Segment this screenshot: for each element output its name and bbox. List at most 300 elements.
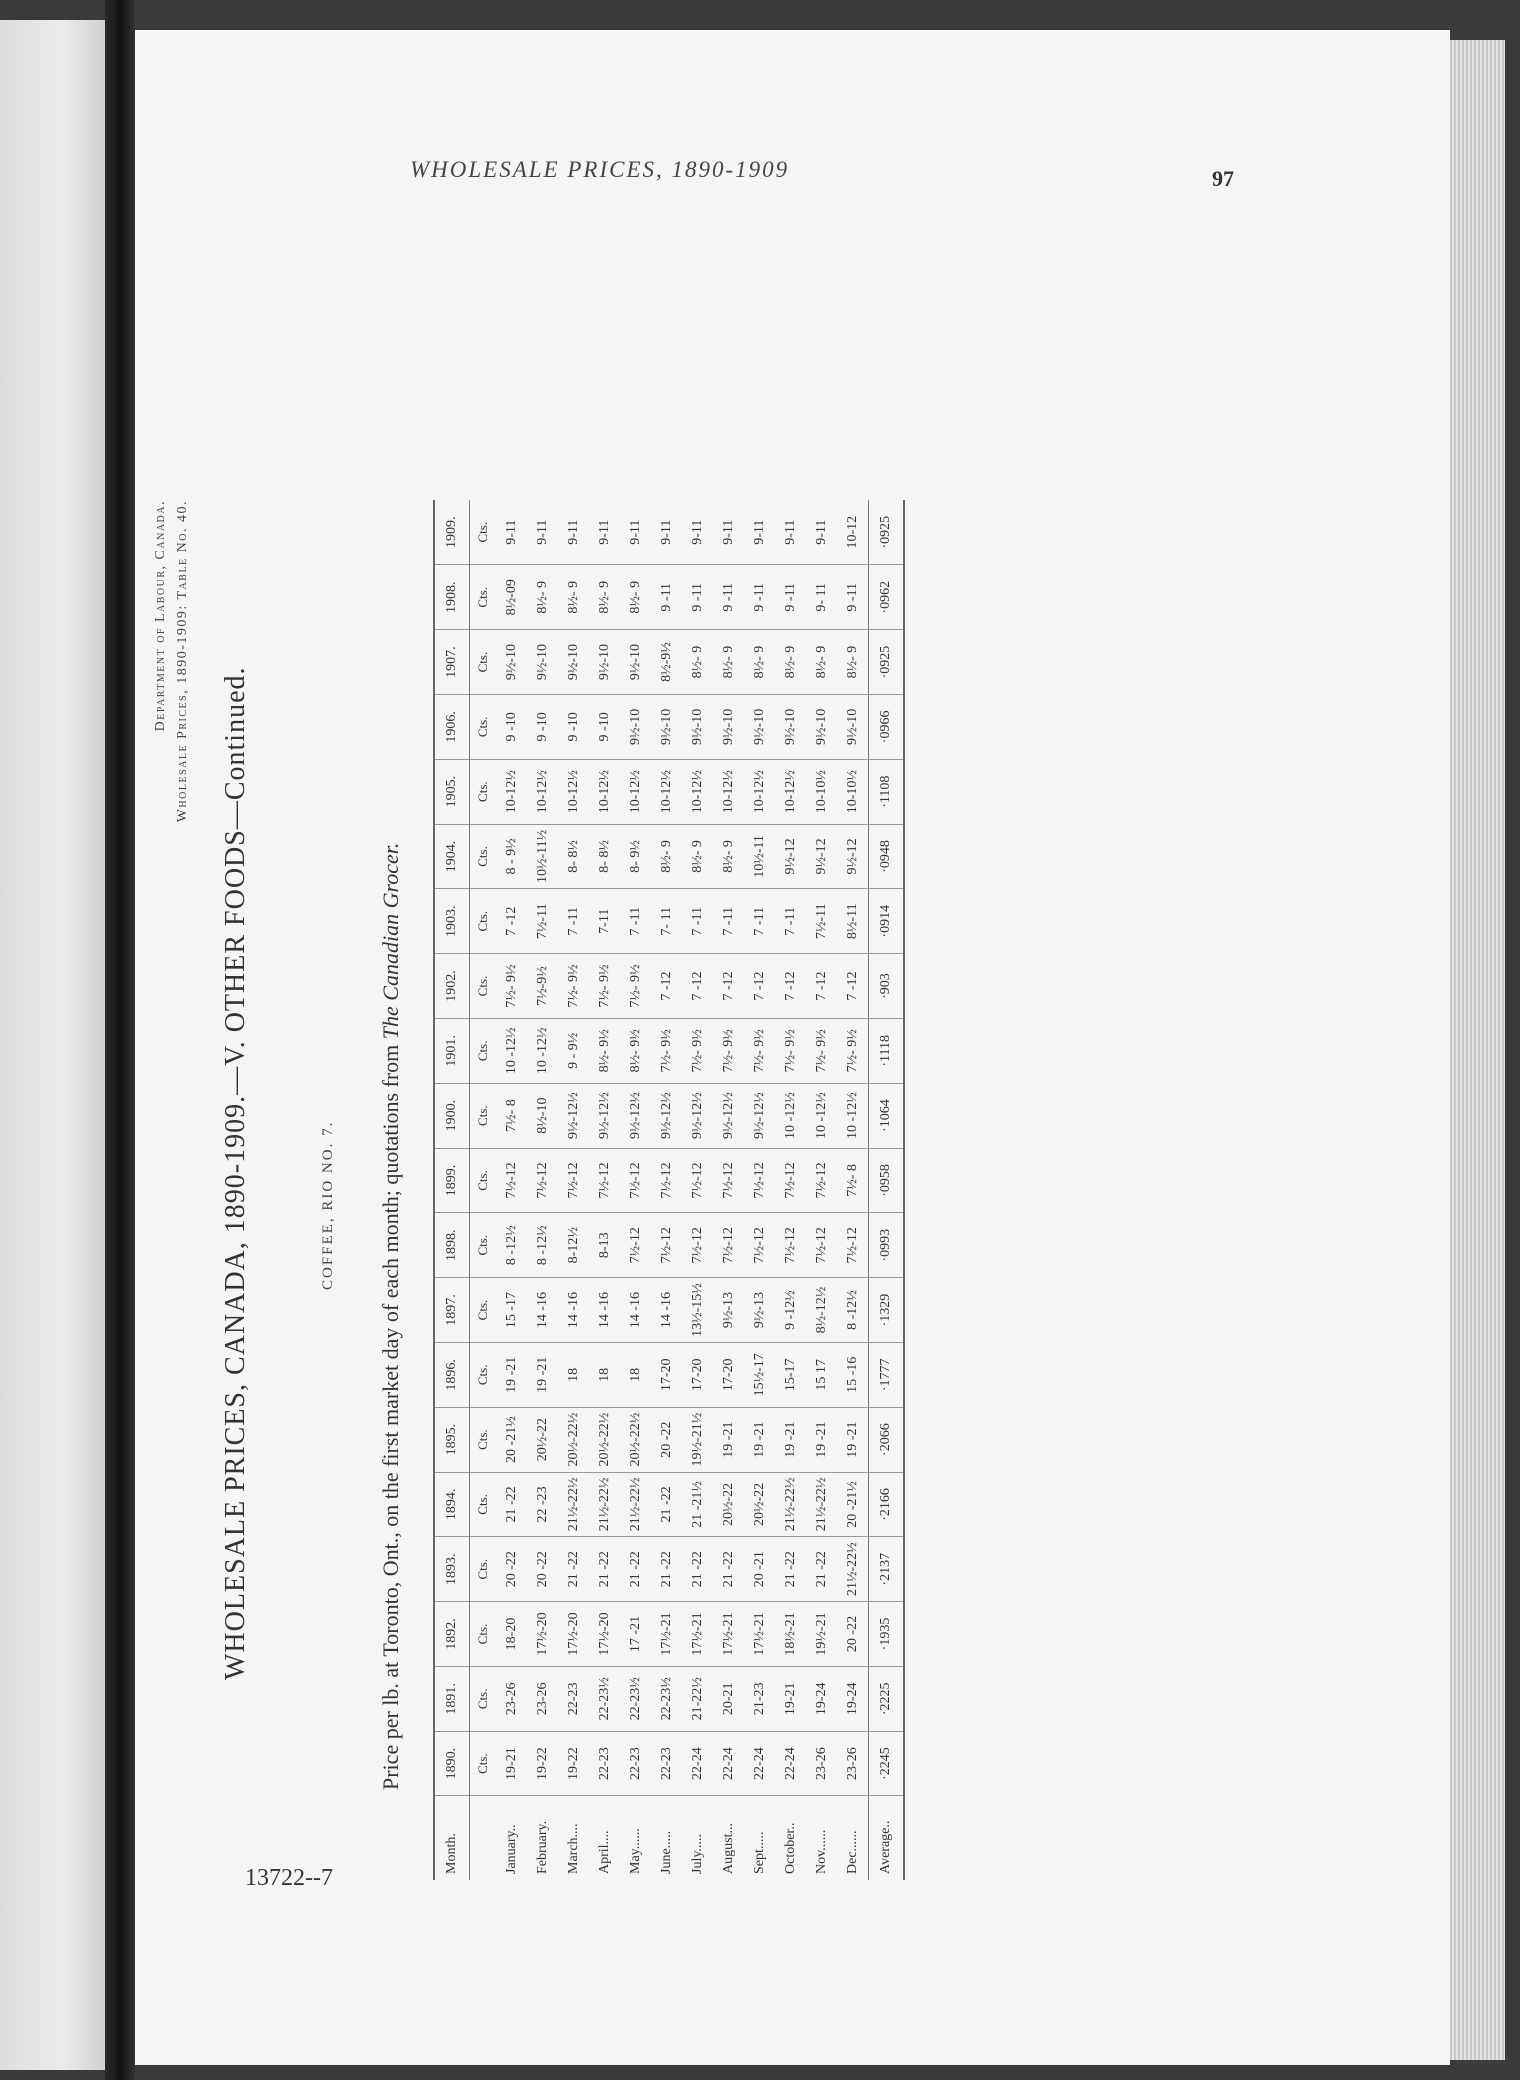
left-page [0,20,105,2070]
year-column-header: 1906. [434,694,470,759]
unit-label: Cts. [470,1213,497,1278]
table-row [651,500,682,1880]
price-cell: 7½-12 [527,1148,558,1213]
price-cell: 20½-22 [713,1472,744,1537]
price-cell: 7½- 9½ [558,954,589,1019]
price-cell: 21 -22 [651,1472,682,1537]
price-cell: 7½-12 [837,1213,869,1278]
price-cell: 8- 8½ [589,824,620,889]
price-cell: 9 -10 [527,694,558,759]
price-cell: 22-23½ [620,1666,651,1731]
price-cell: 17 -21 [620,1602,651,1667]
price-cell: 18½-21 [775,1602,806,1667]
price-cell: 9-11 [651,500,682,565]
price-cell: 9-11 [620,500,651,565]
price-cell: 8 -12½ [837,1278,869,1343]
price-cell: 17½-21 [651,1602,682,1667]
average-cell: ·1329 [869,1278,905,1343]
year-column-header: 1896. [434,1342,470,1407]
price-cell: 15 -16 [837,1342,869,1407]
average-cell: ·2066 [869,1407,905,1472]
unit-label: Cts. [470,630,497,695]
price-note [378,843,404,1790]
price-cell: 22-23 [620,1731,651,1796]
price-cell: 9 - 9½ [558,1018,589,1083]
price-cell: 7½-12 [682,1148,713,1213]
price-cell: 8½- 9 [682,630,713,695]
price-cell: 8- 8½ [558,824,589,889]
price-cell: 9½-10 [620,630,651,695]
price-cell: 10-10½ [806,759,837,824]
year-column-header: 1895. [434,1407,470,1472]
price-cell: 21½-22½ [620,1472,651,1537]
price-cell: 8½- 9 [806,630,837,695]
month-label: February. [534,1820,550,1874]
price-cell: 18 [589,1342,620,1407]
unit-spacer [470,1796,497,1880]
price-cell: 7 -12 [806,954,837,1019]
price-cell: 9½-12½ [620,1083,651,1148]
average-cell: ·1118 [869,1018,905,1083]
price-cell: 7½-12 [620,1148,651,1213]
price-cell: 7½-12 [651,1148,682,1213]
price-cell: 8½- 9 [558,565,589,630]
price-cell: 7 -12 [496,889,527,954]
price-cell: 20 -22 [651,1407,682,1472]
department-line-1: Department of Labour, Canada. [153,500,168,732]
table-row [620,500,651,1880]
price-cell: 7½-11 [806,889,837,954]
average-label: Average.. [869,1796,905,1880]
price-cell: 7½- 9½ [806,1018,837,1083]
price-cell: 23-26 [527,1666,558,1731]
year-column-header: 1899. [434,1148,470,1213]
price-cell: 10 -12½ [837,1083,869,1148]
price-cell: 21½-22½ [589,1472,620,1537]
price-cell: 10½-11 [744,824,775,889]
unit-label: Cts. [470,1666,497,1731]
price-cell: 15½-17 [744,1342,775,1407]
price-cell: 10-12½ [651,759,682,824]
price-cell: 9½-10 [682,694,713,759]
price-cell: 21-22½ [682,1666,713,1731]
price-cell: 8 -12½ [527,1213,558,1278]
price-cell: 9½-10 [496,630,527,695]
year-column-header: 1898. [434,1213,470,1278]
price-table-body [434,500,904,1880]
price-note-source: The Canadian Grocer. [378,842,403,1040]
table-row [682,500,713,1880]
price-cell: 9-11 [589,500,620,565]
price-cell: 22-24 [775,1731,806,1796]
price-cell: 10 -12½ [806,1083,837,1148]
price-cell: 9½-10 [620,694,651,759]
price-cell: 21 -22 [558,1537,589,1602]
price-cell: 9½-10 [558,630,589,695]
price-cell: 19½-21 [806,1602,837,1667]
price-cell: 8 -12½ [496,1213,527,1278]
year-column-header: 1904. [434,824,470,889]
price-cell: 10½-11½ [527,824,558,889]
table-title: WHOLESALE PRICES, CANADA, 1890-1909.—V. OTHER FOODS—Continued. [220,666,251,1680]
page-number: 97 [1212,166,1234,191]
price-cell: 9 -11 [713,565,744,630]
price-cell: 23-26 [837,1731,869,1796]
price-cell: 7 -12 [651,954,682,1019]
unit-label: Cts. [470,1731,497,1796]
year-column-header: 1909. [434,500,470,565]
price-cell: 20 -21½ [837,1472,869,1537]
price-cell: 14 -16 [589,1278,620,1343]
average-cell: ·0948 [869,824,905,889]
price-cell: 19-22 [527,1731,558,1796]
unit-label: Cts. [470,759,497,824]
price-cell: 9 -12½ [775,1278,806,1343]
price-cell: 22-23 [651,1731,682,1796]
price-cell: 21 -22 [589,1537,620,1602]
price-cell: 9½-12½ [713,1083,744,1148]
average-cell: ·2166 [869,1472,905,1537]
unit-label: Cts. [470,1148,497,1213]
average-cell: ·0925 [869,630,905,695]
price-cell: 7 -11 [744,889,775,954]
year-column-header: 1892. [434,1602,470,1667]
price-cell: 17½-21 [744,1602,775,1667]
price-cell: 9½-12½ [651,1083,682,1148]
price-note-text: Price per lb. at Toronto, Ont., on the first market day of each month; quotations from [378,1044,403,1790]
average-cell: ·0925 [869,500,905,565]
price-cell: 19-21 [775,1666,806,1731]
price-cell: 10-12½ [589,759,620,824]
price-cell: 7½-11 [527,889,558,954]
price-cell: 9½-12½ [589,1083,620,1148]
table-row [558,500,589,1880]
price-cell: 21 -22 [651,1537,682,1602]
average-cell: ·0966 [869,694,905,759]
table-row [496,500,527,1880]
price-cell: 9 -11 [775,565,806,630]
price-cell: 8-13 [589,1213,620,1278]
price-cell: 8½-11 [837,889,869,954]
price-cell: 22-23½ [589,1666,620,1731]
header-row [434,500,470,1880]
price-cell: 7- 11 [651,889,682,954]
price-cell: 10 -12½ [527,1018,558,1083]
year-column-header: 1893. [434,1537,470,1602]
average-cell: ·0914 [869,889,905,954]
price-cell: 8½-09 [496,565,527,630]
department-line-2: Wholesale Prices, 1890-1909: Table No. 40. [175,500,190,823]
price-cell: 21½-22½ [558,1472,589,1537]
price-cell: 9½-10 [806,694,837,759]
price-cell: 19-22 [558,1731,589,1796]
page-edges [1450,40,1505,2060]
price-cell: 21½-22½ [806,1472,837,1537]
price-cell: 8½- 9 [527,565,558,630]
average-row [869,500,905,1880]
price-cell: 9½-10 [589,630,620,695]
price-cell: 20 -21½ [496,1407,527,1472]
price-cell: 7½-9½ [527,954,558,1019]
price-cell: 21 -22 [806,1537,837,1602]
price-cell: 7½- 9½ [682,1018,713,1083]
average-cell: ·0958 [869,1148,905,1213]
price-cell: 7½-12 [713,1213,744,1278]
price-cell: 18-20 [496,1602,527,1667]
price-cell: 15 17 [806,1342,837,1407]
year-column-header: 1908. [434,565,470,630]
price-cell: 8½- 9 [651,824,682,889]
price-cell: 8½-10 [527,1083,558,1148]
price-cell: 19 -21 [806,1407,837,1472]
price-cell: 23-26 [806,1731,837,1796]
price-cell: 7½- 9½ [620,954,651,1019]
table-row [527,500,558,1880]
price-cell: 7½- 8 [837,1148,869,1213]
price-cell: 17½-21 [713,1602,744,1667]
average-cell: ·903 [869,954,905,1019]
month-column-header: Month. [434,1796,470,1880]
year-column-header: 1902. [434,954,470,1019]
price-cell: 9 -10 [496,694,527,759]
price-cell: 10-12½ [558,759,589,824]
price-cell: 9 -11 [837,565,869,630]
table-row [806,500,837,1880]
price-cell: 19-24 [837,1666,869,1731]
table-row [775,500,806,1880]
price-cell: 19 -21 [496,1342,527,1407]
unit-label: Cts. [470,1083,497,1148]
price-cell: 7 -12 [837,954,869,1019]
department-header [150,500,194,1260]
price-cell: 9 -11 [744,565,775,630]
table-subtitle: COFFEE, RIO NO. 7. [320,1120,336,1290]
table-row [589,500,620,1880]
unit-row [470,500,497,1880]
price-cell: 17½-20 [527,1602,558,1667]
price-cell: 7½-12 [589,1148,620,1213]
price-cell: 20½-22½ [558,1407,589,1472]
price-cell: 20½-22 [527,1407,558,1472]
month-label: April.... [596,1830,612,1874]
price-cell: 22-24 [682,1731,713,1796]
price-cell: 20 -21 [744,1537,775,1602]
price-cell: 9-11 [558,500,589,565]
price-cell: 7½-12 [775,1148,806,1213]
month-label: Sept..... [751,1831,767,1874]
price-cell: 22-23½ [651,1666,682,1731]
price-cell: 8½-9½ [651,630,682,695]
price-cell: 17½-20 [558,1602,589,1667]
price-cell: 9½-10 [713,694,744,759]
price-cell: 7½-12 [806,1213,837,1278]
price-cell: 7½- 9½ [713,1018,744,1083]
month-label: July..... [689,1834,705,1874]
unit-label: Cts. [470,889,497,954]
average-cell: ·2137 [869,1537,905,1602]
price-cell: 19 -21 [713,1407,744,1472]
book-gutter [105,0,135,2080]
year-column-header: 1897. [434,1278,470,1343]
year-column-header: 1900. [434,1083,470,1148]
unit-label: Cts. [470,694,497,759]
price-cell: 9½-12 [837,824,869,889]
price-cell: 20½-22 [744,1472,775,1537]
month-label: Dec...... [844,1830,860,1874]
unit-label: Cts. [470,1278,497,1343]
price-cell: 9½-12½ [558,1083,589,1148]
price-table [433,500,905,1880]
price-cell: 8½- 9 [620,565,651,630]
price-cell: 7½-12 [806,1148,837,1213]
price-cell: 9 -11 [651,565,682,630]
price-cell: 7½-12 [620,1213,651,1278]
year-column-header: 1891. [434,1666,470,1731]
price-cell: 7½-12 [496,1148,527,1213]
price-cell: 8½- 9 [837,630,869,695]
month-label: October.. [782,1822,798,1874]
price-cell: 21-23 [744,1666,775,1731]
price-cell: 10-12½ [744,759,775,824]
price-cell: 7 -12 [713,954,744,1019]
unit-label: Cts. [470,824,497,889]
price-cell: 7½- 9½ [589,954,620,1019]
price-cell: 19 -21 [527,1342,558,1407]
price-cell: 19½-21½ [682,1407,713,1472]
price-cell: 13½-15½ [682,1278,713,1343]
month-label: March.... [565,1823,581,1874]
unit-label: Cts. [470,954,497,1019]
price-cell: 8 - 9½ [496,824,527,889]
price-cell: 9½-12 [806,824,837,889]
unit-label: Cts. [470,1407,497,1472]
price-cell: 7½-12 [744,1213,775,1278]
unit-label: Cts. [470,1602,497,1667]
price-cell: 10 -12½ [775,1083,806,1148]
price-cell: 9-11 [527,500,558,565]
price-cell: 9½-10 [744,694,775,759]
average-cell: ·1777 [869,1342,905,1407]
price-cell: 9-11 [713,500,744,565]
price-cell: 20-21 [713,1666,744,1731]
price-cell: 9½-10 [837,694,869,759]
price-cell: 7½-12 [775,1213,806,1278]
price-cell: 21½-22½ [775,1472,806,1537]
month-label: Nov...... [813,1829,829,1874]
price-cell: 7-11 [589,889,620,954]
month-label: May...... [627,1828,643,1874]
price-cell: 14 -16 [527,1278,558,1343]
price-cell: 7 -11 [682,889,713,954]
price-cell: 9- 11 [806,565,837,630]
running-head: WHOLESALE PRICES, 1890-1909 [410,157,790,182]
price-cell: 20½-22½ [620,1407,651,1472]
average-cell: ·1064 [869,1083,905,1148]
month-label: August... [720,1823,736,1874]
price-cell: 10-12½ [527,759,558,824]
price-cell: 10-12½ [713,759,744,824]
price-cell: 9½-10 [775,694,806,759]
price-cell: 7½- 9½ [775,1018,806,1083]
price-cell: 8½- 9½ [589,1018,620,1083]
unit-label: Cts. [470,500,497,565]
rotated-table-block [150,500,893,1880]
unit-label: Cts. [470,1472,497,1537]
price-cell: 17½-21 [682,1602,713,1667]
price-cell: 7 -12 [682,954,713,1019]
average-cell: ·0993 [869,1213,905,1278]
price-cell: 18 [620,1342,651,1407]
signature-mark: 13722--7 [245,1865,333,1891]
month-label: June..... [658,1830,674,1874]
price-cell: 19-21 [496,1731,527,1796]
year-column-header: 1894. [434,1472,470,1537]
price-cell: 7 -12 [744,954,775,1019]
price-cell: 19 -21 [775,1407,806,1472]
price-cell: 8½- 9 [713,824,744,889]
price-cell: 7 -11 [620,889,651,954]
price-cell: 9½-13 [744,1278,775,1343]
price-cell: 19 -21 [837,1407,869,1472]
month-label: January.. [503,1824,519,1874]
price-cell: 7½-12 [651,1213,682,1278]
price-cell: 8-12½ [558,1213,589,1278]
year-column-header: 1901. [434,1018,470,1083]
price-cell: 10-10½ [837,759,869,824]
price-cell: 21 -22 [682,1537,713,1602]
year-column-header: 1903. [434,889,470,954]
price-cell: 9½-10 [651,694,682,759]
price-cell: 19 -21 [744,1407,775,1472]
price-cell: 9 -11 [682,565,713,630]
price-cell: 9½-12½ [744,1083,775,1148]
price-cell: 22 -23 [527,1472,558,1537]
year-column-header: 1905. [434,759,470,824]
table-row [713,500,744,1880]
price-cell: 21 -21½ [682,1472,713,1537]
price-cell: 21 -22 [620,1537,651,1602]
price-cell: 9 -10 [558,694,589,759]
price-cell: 17-20 [713,1342,744,1407]
price-cell: 10-12½ [620,759,651,824]
year-column-header: 1907. [434,630,470,695]
year-column-header: 1890. [434,1731,470,1796]
price-cell: 14 -16 [651,1278,682,1343]
average-cell: ·1935 [869,1602,905,1667]
price-cell: 22-24 [713,1731,744,1796]
price-cell: 9-11 [744,500,775,565]
average-cell: ·2245 [869,1731,905,1796]
price-cell: 15-17 [775,1342,806,1407]
price-cell: 20 -22 [496,1537,527,1602]
price-cell: 20 -22 [527,1537,558,1602]
table-row [744,500,775,1880]
unit-label: Cts. [470,1018,497,1083]
table-row [837,500,869,1880]
price-cell: 8- 9½ [620,824,651,889]
price-cell: 9-11 [775,500,806,565]
price-cell: 9 -10 [589,694,620,759]
price-cell: 15 -17 [496,1278,527,1343]
price-cell: 7 -12 [775,954,806,1019]
price-cell: 8½- 9 [589,565,620,630]
price-cell: 7 -11 [713,889,744,954]
price-cell: 7½-12 [713,1148,744,1213]
price-cell: 7½-12 [744,1148,775,1213]
price-cell: 21 -22 [496,1472,527,1537]
price-cell: 18 [558,1342,589,1407]
unit-label: Cts. [470,1342,497,1407]
